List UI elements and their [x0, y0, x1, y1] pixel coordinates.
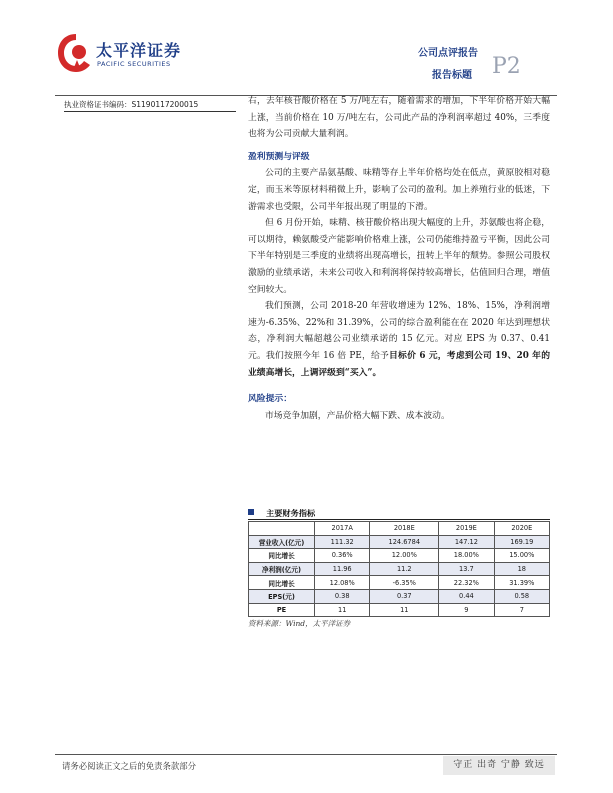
row-label: 同比增长 — [249, 549, 315, 563]
table-row — [249, 589, 550, 603]
table-cell: -6.35% — [370, 576, 439, 590]
row-label: EPS(元) — [249, 589, 315, 603]
table-cell: 11.2 — [370, 562, 439, 576]
column-header: 2018E — [370, 522, 439, 536]
row-label: 同比增长 — [249, 576, 315, 590]
column-header: 2020E — [494, 522, 549, 536]
table-cell: 13.7 — [439, 562, 494, 576]
square-bullet-icon — [248, 509, 254, 515]
table-cell: 11 — [315, 603, 370, 617]
footer-divider — [55, 754, 557, 755]
table-cell: 22.32% — [439, 576, 494, 590]
financial-table — [248, 521, 550, 617]
row-label: PE — [249, 603, 315, 617]
table-cell: 124.6784 — [370, 535, 439, 549]
table-cell: 15.00% — [494, 549, 549, 563]
company-name-cn: 太平洋证券 — [96, 41, 182, 60]
disclaimer-text: 请务必阅读正文之后的免责条款部分 — [62, 761, 196, 771]
table-row — [249, 562, 550, 576]
table-cell: 7 — [494, 603, 549, 617]
company-name-en: PACIFIC SECURITIES — [97, 60, 171, 68]
table-cell: 111.32 — [315, 535, 370, 549]
paragraph-1: 右，去年核苷酸价格在 5 万/吨左右，随着需求的增加，下半年价格开始大幅上涨，当前价格在 10 万/吨左右，公司此产品的净利润率超过 40%，三季度也将为公司贡献大量利润。 — [248, 96, 550, 140]
table-cell: 0.38 — [315, 589, 370, 603]
table-row — [249, 576, 550, 590]
table-source: 资料来源：Wind，太平洋证券 — [248, 619, 351, 628]
table-cell: 0.36% — [315, 549, 370, 563]
table-cell: 0.44 — [439, 589, 494, 603]
table-cell: 18 — [494, 562, 549, 576]
table-cell: 11 — [370, 603, 439, 617]
table-row — [249, 549, 550, 563]
column-header: 2019E — [439, 522, 494, 536]
logo-mark-icon — [55, 30, 97, 76]
table-cell: 147.12 — [439, 535, 494, 549]
paragraph-3: 但 6 月份开始，味精、核苷酸价格出现大幅度的上升，苏氨酸也将企稳，可以期待，赖氨酸受产能影响价格难上涨，公司仍能维持盈亏平衡，因此公司下半年特别是三季度的业绩将出现高增长，扭转上半年的颓势。参照公司股权激励的业绩承诺，未来公司收入和利润将保持较高增长，估值回归合理，增值空间较大。 — [248, 218, 550, 295]
column-header — [249, 522, 315, 536]
table-cell: 169.19 — [494, 535, 549, 549]
table-title-text: 主要财务指标 — [266, 508, 316, 518]
table-top-rule — [248, 519, 550, 520]
table-title — [248, 508, 315, 519]
table-cell: 12.08% — [315, 576, 370, 590]
column-header: 2017A — [315, 522, 370, 536]
page-number: P2 — [492, 54, 521, 79]
table-row — [249, 603, 550, 617]
table-cell: 31.39% — [494, 576, 549, 590]
table-cell: 11.96 — [315, 562, 370, 576]
section-forecast-heading: 盈利预测与评级 — [248, 151, 310, 162]
row-label: 净利润(亿元) — [249, 562, 315, 576]
sidebar-divider — [64, 111, 236, 112]
table-cell: 0.58 — [494, 589, 549, 603]
report-type: 公司点评报告 — [418, 48, 478, 59]
report-title: 报告标题 — [432, 70, 472, 81]
section-risk-heading: 风险提示： — [248, 394, 292, 405]
paragraph-5: 市场竞争加剧，产品价格大幅下跌、成本波动。 — [265, 410, 450, 421]
paragraph-2: 公司的主要产品氨基酸、味精等存上半年价格均处在低点，黄原胶相对稳定，而玉米等原材料稍微上升，影响了公司的盈利。加上养殖行业的低迷，下游需求也受限，公司半年报出现了明显的下滑。 — [248, 168, 550, 212]
company-motto: 守正 出奇 宁静 致远 — [443, 756, 555, 775]
paragraph-4-text: 我们预测，公司 2018-20 年营收增速为 12%、18%、15%，净利润增速为-6.35%、22%和 31.39%，公司的综合盈利能在在 2020 年达到理想状态，净利润大幅超越公司业绩承诺的 15 亿元。对应 EPS 为 0.37、0.41 元。我们按照今年 16 倍 PE，给予 — [248, 301, 550, 361]
paragraph-4 — [248, 298, 550, 381]
body-text — [248, 93, 550, 424]
table-cell: 12.00% — [370, 549, 439, 563]
table-row — [249, 535, 550, 549]
table-cell: 0.37 — [370, 589, 439, 603]
table-cell: 18.00% — [439, 549, 494, 563]
row-label: 营业收入(亿元) — [249, 535, 315, 549]
rating-statement: 目标价 6 元，考虑到公司 19、20 年的业绩高增长，上调评级到“买入”。 — [248, 350, 550, 378]
table-header-row — [249, 522, 550, 536]
analyst-license: 执业资格证书编码：S1190117200015 — [64, 100, 199, 109]
table-cell: 9 — [439, 603, 494, 617]
